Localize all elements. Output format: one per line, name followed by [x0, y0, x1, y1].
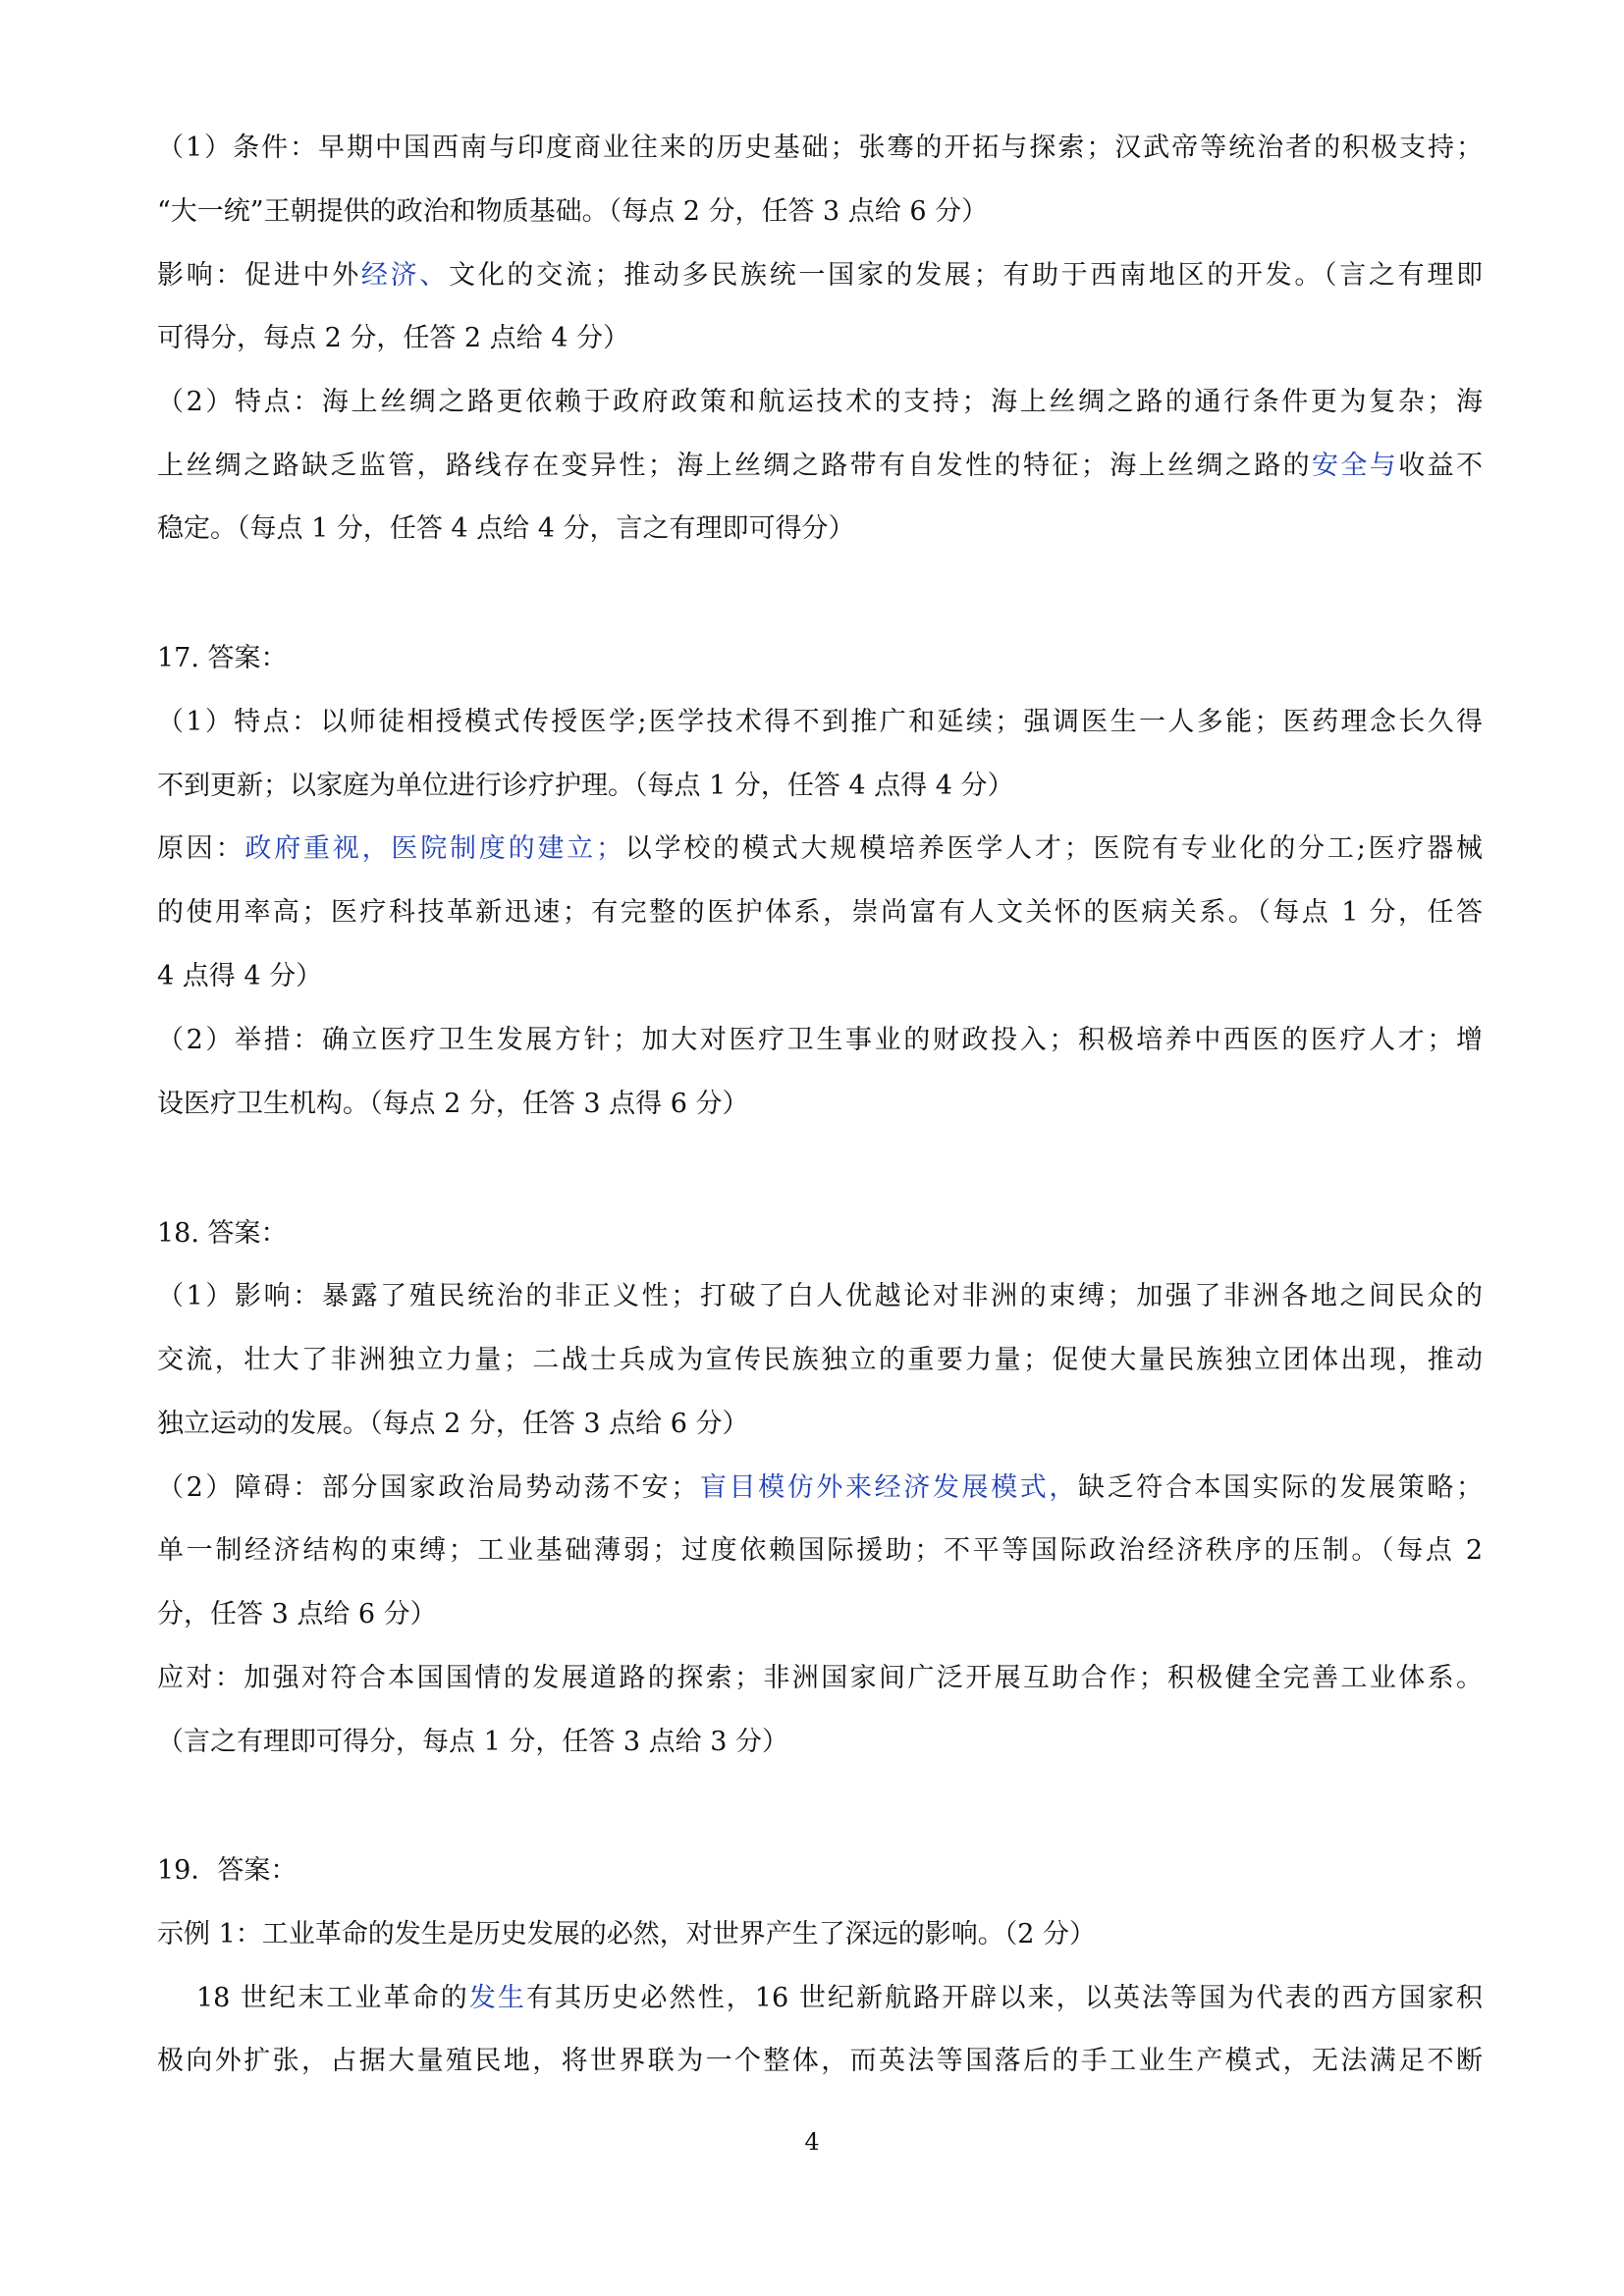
text-run: 收益不 — [1398, 451, 1484, 481]
text-run: 以学校的模式大规模培养医学人才；医院有专业化的分工;医疗器械 — [622, 833, 1484, 864]
q16-feature-line-2 — [157, 447, 1483, 486]
highlight-text: 经济、 — [360, 260, 450, 291]
q19-heading: 19．答案： — [157, 1855, 298, 1886]
q18-obstacle-line — [157, 1468, 1483, 1508]
highlight-text: 安全与 — [1312, 451, 1399, 481]
page-number: 4 — [804, 2128, 820, 2156]
q16-feature-line: （2）特点：海上丝绸之路更依赖于政府政策和航运技术的支持；海上丝绸之路的通行条件更为复杂；海 — [157, 387, 1483, 417]
q17-heading: 17. 答案： — [157, 643, 288, 673]
text-run: （2）障碍：部分国家政治局势动荡不安； — [157, 1472, 698, 1503]
q18-impact-line: （1）影响：暴露了殖民统治的非正义性；打破了白人优越论对非洲的束缚；加强了非洲各地之间民众的 — [157, 1281, 1483, 1311]
q18-heading: 18. 答案： — [157, 1218, 288, 1249]
q19-example-line: 示例 1：工业革命的发生是历史发展的必然，对世界产生了深远的影响。（2 分） — [157, 1919, 1097, 1949]
text-run: 上丝绸之路缺乏监管，路线存在变异性；海上丝绸之路带有自发性的特征；海上丝绸之路的 — [157, 451, 1312, 481]
text-run: 文化的交流；推动多民族统一国家的发展；有助于西南地区的开发。（言之有理即 — [449, 260, 1484, 291]
q16-feature-line-3: 稳定。（每点 1 分，任答 4 点给 4 分，言之有理即可得分） — [157, 513, 855, 544]
text-run: 有其历史必然性，16 世纪新航路开辟以来，以英法等国为代表的西方国家积 — [526, 1983, 1484, 2013]
q17-feature-line: （1）特点：以师徒相授模式传授医学;医学技术得不到推广和延续；强调医生一人多能；医药理念长久得 — [157, 707, 1483, 737]
q16-condition-line: （1）条件：早期中国西南与印度商业往来的历史基础；张骞的开拓与探索；汉武帝等统治者的积极支持； — [157, 133, 1483, 163]
q18-impact-line-2: 交流，壮大了非洲独立力量；二战士兵成为宣传民族独立的重要力量；促使大量民族独立团体出现，推动 — [157, 1345, 1483, 1375]
highlight-text: 政府重视，医院制度的建立； — [244, 833, 623, 864]
q18-obstacle-line-3: 分，任答 3 点给 6 分） — [157, 1599, 437, 1629]
text-run: 18 世纪末工业革命的 — [196, 1983, 469, 2013]
q18-obstacle-line-2: 单一制经济结构的束缚；工业基础薄弱；过度依赖国际援助；不平等国际政治经济秩序的压制。（每点 2 — [157, 1535, 1483, 1566]
q18-response-line: 应对：加强对符合本国国情的发展道路的探索；非洲国家间广泛开展互助合作；积极健全完善工业体系。 — [157, 1663, 1483, 1693]
q17-reason-line-2: 的使用率高；医疗科技革新迅速；有完整的医护体系，崇尚富有人文关怀的医病关系。（每点 1 分，任答 — [157, 897, 1483, 928]
text-run: 原因： — [157, 833, 245, 864]
q19-paragraph-line — [196, 1979, 1483, 2018]
q19-paragraph-line-2: 极向外扩张，占据大量殖民地，将世界联为一个整体，而英法等国落后的手工业生产模式，无法满足不断 — [157, 2046, 1483, 2076]
q17-feature-line-2: 不到更新；以家庭为单位进行诊疗护理。（每点 1 分，任答 4 点得 4 分） — [157, 771, 1014, 801]
q17-reason-line-3: 4 点得 4 分） — [157, 961, 323, 991]
highlight-text: 发生 — [468, 1983, 527, 2013]
text-run: 影响：促进中外 — [157, 260, 361, 291]
q17-measure-line-2: 设医疗卫生机构。（每点 2 分，任答 3 点得 6 分） — [157, 1089, 749, 1119]
q17-measure-line: （2）举措：确立医疗卫生发展方针；加大对医疗卫生事业的财政投入；积极培养中西医的医疗人才；增 — [157, 1025, 1483, 1055]
q16-influence-line-2: 可得分，每点 2 分，任答 2 点给 4 分） — [157, 323, 630, 353]
q16-influence-line — [157, 256, 1483, 295]
q17-reason-line — [157, 829, 1483, 869]
highlight-text: 盲目模仿外来经济发展模式， — [697, 1472, 1078, 1503]
q16-condition-line-2: “大一统”王朝提供的政治和物质基础。（每点 2 分，任答 3 点给 6 分） — [157, 196, 989, 227]
text-run: 缺乏符合本国实际的发展策略； — [1077, 1472, 1484, 1503]
q18-response-line-2: （言之有理即可得分，每点 1 分，任答 3 点给 3 分） — [157, 1727, 789, 1757]
q18-impact-line-3: 独立运动的发展。（每点 2 分，任答 3 点给 6 分） — [157, 1409, 749, 1439]
